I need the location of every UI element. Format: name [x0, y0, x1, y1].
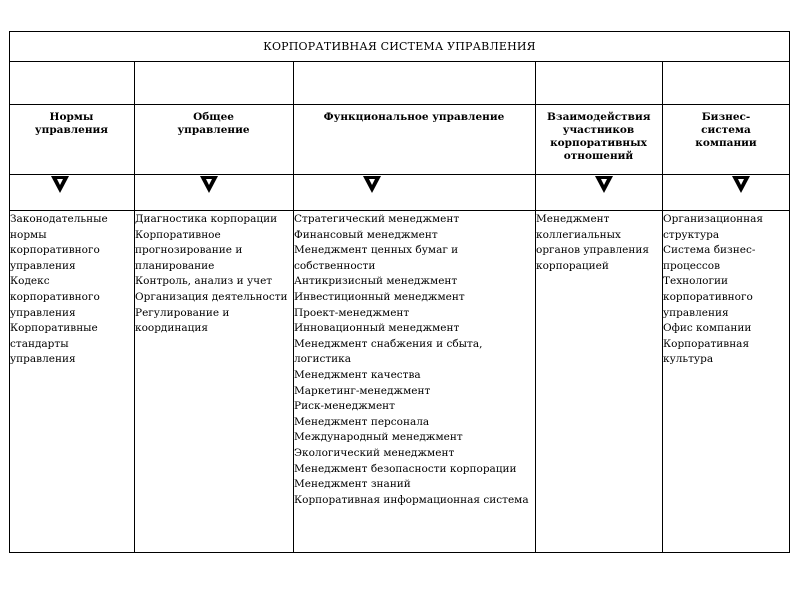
- list-item: Корпоративное прогнозирование и планирование: [135, 228, 243, 272]
- title-divider: [9, 61, 790, 62]
- down-arrow-icon: [199, 175, 219, 194]
- list-item: Организация деятельности: [135, 290, 288, 303]
- list-item: Менеджмент персонала: [294, 415, 430, 428]
- list-item: Проект-менеджмент: [294, 306, 410, 319]
- down-arrow-icon: [50, 175, 70, 194]
- down-arrow-icon: [362, 175, 382, 194]
- list-item: Инновационный менеджмент: [294, 322, 460, 335]
- list-item: Менеджмент коллегиальных органов управления корпорацией: [536, 213, 649, 272]
- list-item: Экологический менеджмент: [294, 446, 455, 459]
- list-item: Риск-менеджмент: [294, 400, 395, 413]
- list-item: Диагностика корпорации: [135, 213, 278, 225]
- list-item: Кодекс корпоративного управления: [10, 275, 100, 319]
- list-item: Международный менеджмент: [294, 431, 463, 444]
- column-list-interaction: [535, 212, 662, 274]
- list-item: Законодательные нормы корпоративного управления: [10, 213, 108, 272]
- list-item: Организационная структура: [663, 213, 764, 241]
- list-item: Менеджмент ценных бумаг и собственности: [294, 244, 459, 272]
- list-item: Регулирование и координация: [135, 306, 230, 335]
- list-item: Маркетинг-менеджмент: [294, 384, 431, 397]
- column-heading-norms: Нормы управления: [34, 111, 109, 136]
- column-heading-general: Общее управление: [177, 111, 250, 136]
- list-item: Менеджмент снабжения и сбыта, логистика: [294, 337, 483, 366]
- list-item: Система бизнес-процессов: [663, 244, 756, 272]
- arrow-row-divider: [9, 210, 790, 211]
- down-arrow-icon: [731, 175, 751, 194]
- column-list-general: [134, 212, 293, 337]
- list-item: Корпоративная информационная система: [294, 493, 529, 506]
- column-list-functional: [293, 212, 535, 508]
- list-item: Корпоративные стандарты управления: [10, 322, 98, 366]
- header-bottom-divider: [9, 174, 790, 175]
- list-item: Стратегический менеджмент: [294, 213, 460, 225]
- column-heading-functional: Функциональное управление: [323, 111, 505, 123]
- diagram-title: КОРПОРАТИВНАЯ СИСТЕМА УПРАВЛЕНИЯ: [263, 39, 536, 53]
- list-item: Офис компании: [663, 322, 752, 335]
- list-item: Менеджмент знаний: [294, 478, 411, 491]
- list-item: Корпоративная культура: [663, 337, 750, 366]
- down-arrow-icon: [594, 175, 614, 194]
- list-item: Антикризисный менеджмент: [294, 275, 458, 288]
- list-item: Инвестиционный менеджмент: [294, 290, 465, 303]
- list-item: Контроль, анализ и учет: [135, 275, 273, 288]
- column-list-business-system: [662, 212, 790, 368]
- column-heading-interaction: Взаимодействия участников корпоративных отношений: [547, 111, 651, 162]
- list-item: Менеджмент качества: [294, 368, 421, 381]
- column-heading-business-system: Бизнес-система компании: [695, 111, 757, 149]
- column-list-norms: [9, 212, 134, 368]
- list-item: Финансовый менеджмент: [294, 228, 438, 241]
- list-item: Технологии корпоративного управления: [663, 275, 753, 319]
- list-item: Менеджмент безопасности корпорации: [294, 462, 517, 475]
